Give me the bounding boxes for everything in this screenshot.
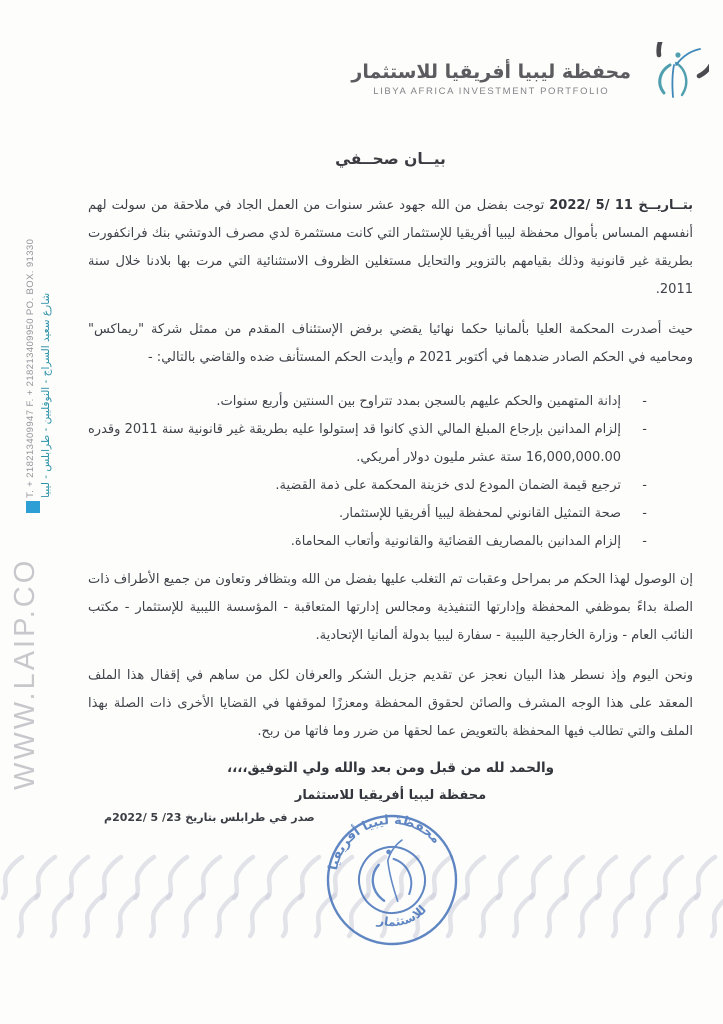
ruling-points-list xyxy=(88,388,621,556)
wave-stroke xyxy=(514,895,533,936)
wave-stroke xyxy=(481,895,500,936)
wave-stroke xyxy=(250,895,269,936)
wave-stroke xyxy=(267,857,286,898)
wave-stroke xyxy=(201,857,220,898)
paragraph-acknowledgements: إن الوصول لهذا الحكم مر بمراحل وعقبات تم التغلب عليها بفضل من الله وبتظافر وتعاون من جميع الأطراف ذات الصلة بداءً بموظفي المحفظة وإدارتها التنفيذية ومجالس إدارتها المتعاقبة - المؤسسة الليبية للإستثمار - مكتب النائب العام - وزارة الخارجية الليبية - سفارة ليبيا بدولة ألمانيا الإتحادية. xyxy=(88,572,693,643)
list-item: - ترجيع قيمة الضمان المودع لدى خزينة المحكمة على ذمة القضية. xyxy=(88,472,621,500)
org-name-english: LIBYA AFRICA INVESTMENT PORTFOLIO xyxy=(373,86,610,97)
date-lead: بتــاريــخ 11 /5 /2022 xyxy=(549,198,694,213)
wave-stroke xyxy=(597,857,616,898)
closing-dua: والحمد لله من قبل ومن بعد والله ولي التوفيق،،،، xyxy=(227,760,554,776)
wave-stroke xyxy=(547,895,566,936)
wave-stroke xyxy=(3,857,22,898)
contact-phone-pobox: T. + 218213409947 F. + 218213409950 PO. BOX. 91330 xyxy=(25,238,36,498)
stamp-text-top: محفظة ليبيا أفريقيا xyxy=(325,812,444,872)
wave-stroke xyxy=(679,895,698,936)
paragraph-intro xyxy=(88,192,693,304)
wave-stroke xyxy=(234,857,253,898)
wave-stroke xyxy=(696,857,715,898)
org-name-arabic: محفظة ليبيا أفريقيا للاستثمار xyxy=(351,61,631,83)
paragraph-intro-text: توجت بفضل من الله جهود عشر سنوات من العمل الجاد في ملاحقة من سولت لهم أنفسهم المساس بأموال محفظة ليبيا أفريقيا للإستثمار التي كانت مستثمرة لدي مصرف الدوتشي بنك فرانكفورت بطريقة غير قانونية وذلك بقيامهم بالتزوير والتحايل مستغلين الظروف الاستثنائية التي مرت بها بلادنا خلال سنة 2011. xyxy=(88,198,693,297)
svg-text:للاستثمار xyxy=(372,900,431,935)
wave-stroke xyxy=(118,895,137,936)
wave-stroke xyxy=(102,857,121,898)
wave-stroke xyxy=(184,895,203,936)
paragraph-court-ruling: حيث أصدرت المحكمة العليا بألمانيا حكما نهائيا يقضي برفض الإستئناف المقدم من ممثل شركة "ريماكس" ومحاميه في الحكم الصادر ضدهما في أكتوبر 2021 م وأيدت الحكم المستأنف ضده والقاضي بالتالي: - xyxy=(88,322,693,365)
wave-stroke xyxy=(36,857,55,898)
org-name-block xyxy=(351,61,631,97)
wave-stroke xyxy=(19,895,38,936)
wave-stroke xyxy=(52,895,71,936)
press-release-title: بيــان صحــفي xyxy=(335,150,446,168)
stamp-text-bottom: للاستثمار xyxy=(376,902,429,930)
wave-stroke xyxy=(283,895,302,936)
wave-stroke xyxy=(85,895,104,936)
list-item: - إلزام المدانين بإرجاع المبلغ المالي الذي كانوا قد إستولوا عليه بطريقة غير قانونية سنة 2011 وقدره 16,000,000.00 ستة عشر مليون دولار أمريكي. xyxy=(88,416,621,472)
paragraph-gratitude: ونحن اليوم وإذ نسطر هذا البيان نعجز عن تقديم جزيل الشكر والعرفان لكل من ساهم في إقفال هذا الملف المعقد على هذا الوجه المشرف والصائن لحقوق المحفظة ومعززًا لموقفها في القضايا الأخرى ذات الصلة بهذا الملف والتي تطالب فيها المحفظة بالتعويض عما لحقها من ضرر وما فاتها من ربح. xyxy=(88,668,693,739)
contact-address-arabic: شارع سعيد السراج - النوفليين - طرابلس - ليبيا xyxy=(40,292,52,498)
wave-stroke xyxy=(69,857,88,898)
signature-org-name: محفظة ليبيا أفريقيا للاستثمار xyxy=(294,788,487,803)
letterhead xyxy=(351,42,709,116)
list-item: - صحة التمثيل القانوني لمحفظة ليبيا أفريقيا للإستثمار. xyxy=(88,500,621,528)
issued-date-line: صدر في طرابلس بتاريخ 23/ 5 /2022م xyxy=(104,811,315,824)
wave-stroke xyxy=(531,857,550,898)
wave-stroke xyxy=(646,895,665,936)
wave-stroke xyxy=(564,857,583,898)
wave-stroke xyxy=(135,857,154,898)
list-item: - إدانة المتهمين والحكم عليهم بالسجن بمدد تتراوح بين السنتين وأربع سنوات. xyxy=(88,388,621,416)
wave-stroke xyxy=(498,857,517,898)
sidebar-accent-square xyxy=(26,501,40,513)
document-body xyxy=(88,150,693,824)
wave-stroke xyxy=(712,895,723,936)
wave-stroke xyxy=(613,895,632,936)
wave-stroke xyxy=(663,857,682,898)
wave-stroke xyxy=(168,857,187,898)
wave-stroke xyxy=(151,895,170,936)
website-url: WWW.LAIP.CO xyxy=(9,557,41,790)
wave-stroke xyxy=(580,895,599,936)
laip-logo-icon xyxy=(635,42,709,116)
wave-stroke xyxy=(217,895,236,936)
list-item: - إلزام المدانين بالمصاريف القضائية والقانونية وأتعاب المحاماة. xyxy=(88,528,621,556)
wave-stroke xyxy=(630,857,649,898)
